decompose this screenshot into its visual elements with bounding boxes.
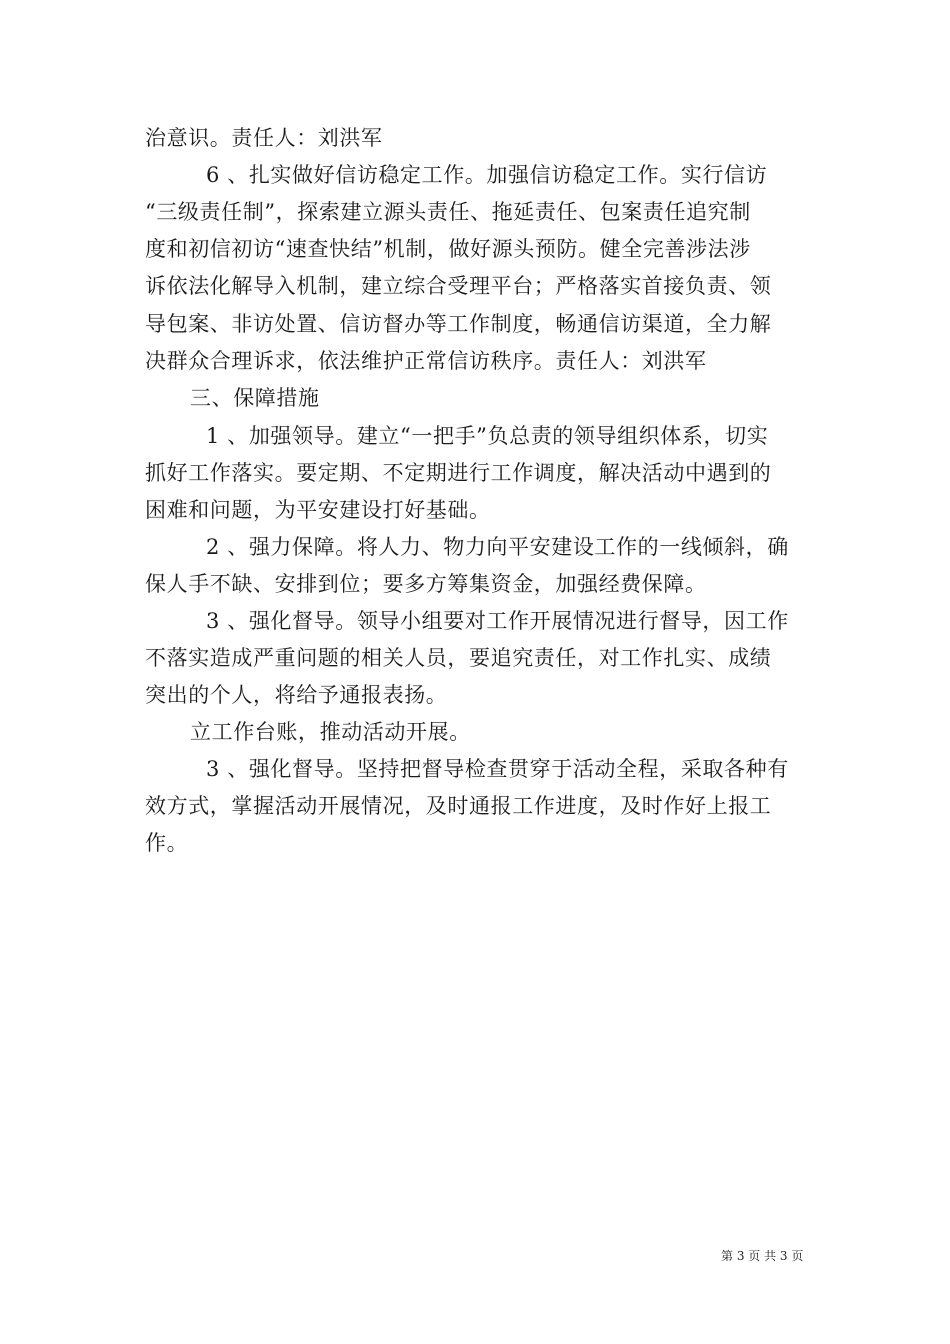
text-line: 突出的个人，将给予通报表扬。 (145, 683, 448, 707)
text-line: 1 、加强领导。建立“一把手”负总责的领导组织体系，切实 (206, 424, 769, 448)
text-line: 导包案、非访处置、信访督办等工作制度，畅通信访渠道，全力解 (145, 312, 772, 336)
text-line: 度和初信初访“速查快结”机制，做好源头预防。健全完善涉法涉 (145, 237, 751, 261)
text-line: 3 、强化督导。领导小组要对工作开展情况进行督导，因工作 (206, 609, 789, 633)
page-number: 第 3 页 共 3 页 (721, 1249, 804, 1263)
text-line: 治意识。责任人：刘洪军 (145, 126, 383, 150)
text-line: 3 、强化督导。坚持把督导检查贯穿于活动全程，采取各种有 (206, 757, 789, 781)
text-line: 抓好工作落实。要定期、不定期进行工作调度，解决活动中遇到的 (145, 461, 772, 485)
text-line: 诉依法化解导入机制，建立综合受理平台；严格落实首接负责、领 (145, 274, 772, 298)
text-line: 保人手不缺、安排到位；要多方筹集资金，加强经费保障。 (145, 572, 707, 596)
text-line: 2 、强力保障。将人力、物力向平安建设工作的一线倾斜，确 (206, 535, 789, 559)
section-heading: 三、保障措施 (190, 386, 320, 410)
text-line: 立工作台账，推动活动开展。 (190, 720, 471, 744)
text-line: 作。 (145, 831, 189, 855)
text-line: 决群众合理诉求，依法维护正常信访秩序。责任人：刘洪军 (145, 349, 707, 373)
text-line: 效方式，掌握活动开展情况，及时通报工作进度，及时作好上报工 (145, 794, 772, 818)
text-line: “三级责任制”，探索建立源头责任、拖延责任、包案责任追究制 (145, 200, 751, 224)
text-line: 不落实造成严重问题的相关人员，要追究责任，对工作扎实、成绩 (145, 646, 772, 670)
text-line: 6 、扎实做好信访稳定工作。加强信访稳定工作。实行信访 (206, 163, 768, 187)
text-line: 困难和问题，为平安建设打好基础。 (145, 498, 491, 522)
